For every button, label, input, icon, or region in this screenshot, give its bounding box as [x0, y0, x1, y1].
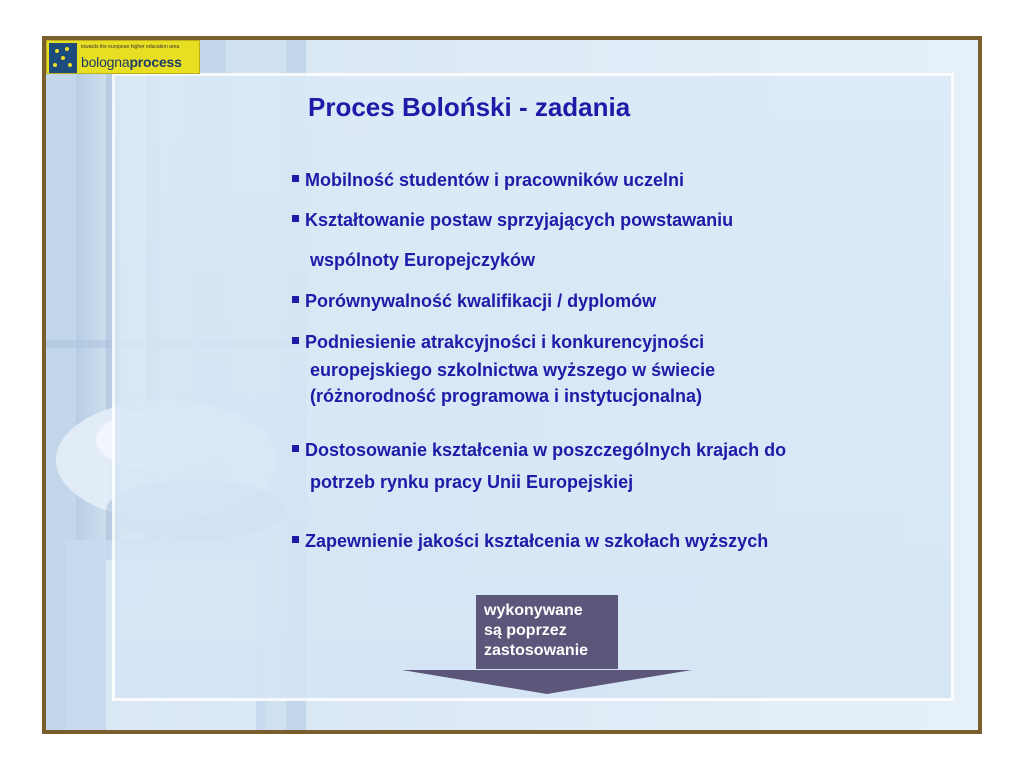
bullet-continuation: europejskiego szkolnictwa wyższego w świecie [310, 360, 716, 380]
bullet-item: Porównywalność kwalifikacji / dyplomów [292, 291, 656, 312]
bullet-continuation: (różnorodność programowa i instytucjonalna) [310, 386, 703, 406]
page-title: Proces Boloński - zadania [308, 92, 631, 122]
bullet-square-icon [292, 175, 299, 182]
logo-stars-icon [49, 43, 77, 73]
bullet-item: Zapewnienie jakości kształcenia w szkołach wyższych [292, 531, 768, 552]
logo-tagline: towards the european higher education area [81, 44, 180, 50]
bullet-square-icon [292, 215, 299, 222]
bullet-item: Kształtowanie postaw sprzyjających powstawaniu [292, 210, 733, 231]
bullet-square-icon [292, 445, 299, 452]
slide [46, 40, 978, 730]
bullet-square-icon [292, 536, 299, 543]
bullet-item: Dostosowanie kształcenia w poszczególnych krajach do [292, 440, 786, 461]
bullet-continuation: potrzeb rynku pracy Unii Europejskiej [310, 472, 634, 492]
bullet-square-icon [292, 337, 299, 344]
bullet-square-icon [292, 296, 299, 303]
bullet-continuation: wspólnoty Europejczyków [310, 250, 536, 270]
callout-box: wykonywane są poprzez zastosowanie [476, 595, 618, 669]
logo-wordmark: bolognaprocess [81, 54, 182, 70]
slide-frame [42, 36, 982, 734]
bullet-item: Podniesienie atrakcyjności i konkurencyjności [292, 332, 704, 353]
bullet-item: Mobilność studentów i pracowników uczelni [292, 170, 684, 191]
bologna-process-logo [46, 40, 200, 74]
